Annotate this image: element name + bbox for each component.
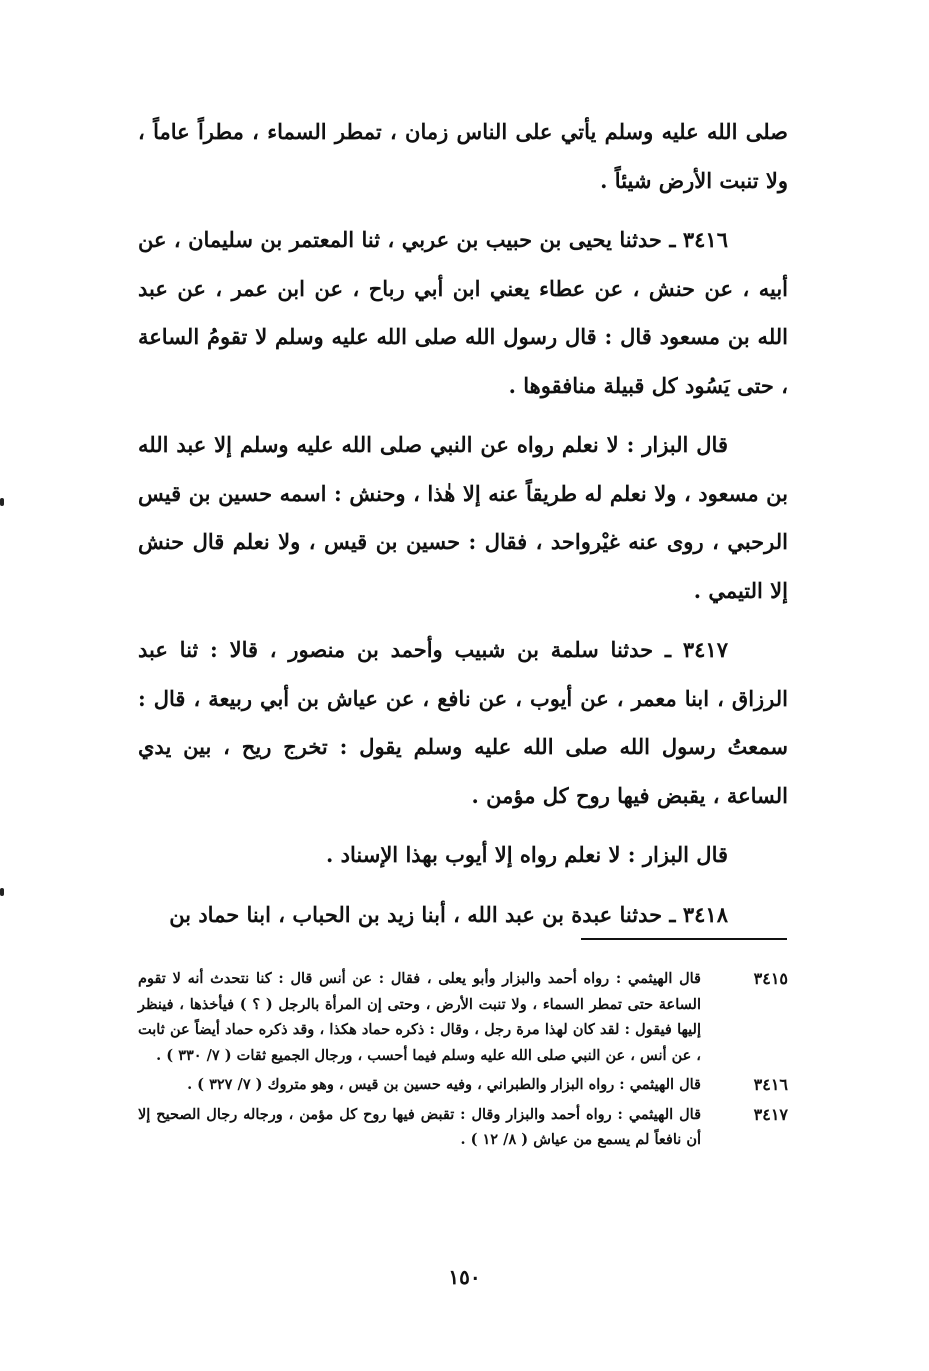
hadith-3418: ٣٤١٨ ـ حدثنا عبدة بن عبد الله ، أبنا زيد بن الحباب ، ابنا حماد بن bbox=[169, 901, 728, 927]
scan-mark bbox=[0, 498, 4, 506]
bazzar-comment-1: قال البزار : لا نعلم رواه عن النبي صلى الله عليه وسلم إلا عبد الله بن مسعود ، ولا نعلم له طريقاً عنه إلا هٰذا ، وحنش : اسمه حسين بن قيس الرحبي ، روى عنه غيْرواحد ، فقال : حسين بن قيس ، ولا نعلم قال حنش إلا التيمي . bbox=[138, 432, 788, 603]
footnote-3415 bbox=[138, 966, 788, 1068]
footnote-divider bbox=[581, 938, 787, 940]
main-text bbox=[138, 108, 788, 939]
page-number: ١٥٠ bbox=[448, 1265, 481, 1289]
footnote-number: ٣٤١٧ bbox=[753, 1104, 788, 1124]
footnote-3417 bbox=[138, 1102, 788, 1153]
footnote-3416 bbox=[138, 1072, 788, 1098]
bazzar-comment-2: قال البزار : لا نعلم رواه إلا أيوب بهذا الإسناد . bbox=[326, 842, 728, 867]
footnote-number: ٣٤١٥ bbox=[753, 969, 788, 988]
footnote-text: قال الهيثمي : رواه أحمد والبزار وأبو يعلى ، فقال : عن أنس قال : كنا نتحدث أنه لا تقوم الساعة حتى تمطر السماء ، ولا تنبت الأرض ، وحتى إن المرأة بالرجل ( ؟ ) فيأخذها ، فينظر إليها فيقول : لقد كان لهذا مرة رجل ، وقال : ذكره حماد هكذا ، وقد ذكره حماد أيضاً عن ثابت ، عن أنس ، عن النبي صلى الله عليه وسلم فيما أحسب ، ورجال الجميع ثقات ( ٧/ ٣٣٠ ) . bbox=[138, 970, 701, 1064]
footnote-text: قال الهيثمي : رواه أحمد والبزار وقال : تقبض فيها روح كل مؤمن ، ورجاله رجال الصحيح إلا أن نافعاً لم يسمع من عياش ( ٨/ ١٢ ) . bbox=[138, 1105, 701, 1148]
hadith-3417: ٣٤١٧ ـ حدثنا سلمة بن شبيب وأحمد بن منصور ، قالا : ثنا عبد الرزاق ، ابنا معمر ، عن أيوب ، عن نافع ، عن عياش بن أبي ربيعة ، قال : سمعتُ رسول الله صلى الله عليه وسلم يقول : تخرج ريح ، بين يدي الساعة ، يقبض فيها روح كل مؤمن . bbox=[138, 637, 788, 808]
footnotes bbox=[138, 966, 788, 1157]
paragraph-continuation: صلى الله عليه وسلم يأتي على الناس زمان ، تمطر السماء ، مطراً عاماً ، ولا تنبت الأرض شيئاً . bbox=[138, 119, 788, 193]
footnote-text: قال الهيثمي : رواه البزار والطبراني ، وفيه حسين بن قيس ، وهو متروك ( ٧/ ٣٢٧ ) . bbox=[187, 1076, 701, 1093]
footnote-number: ٣٤١٦ bbox=[753, 1075, 788, 1094]
hadith-3416: ٣٤١٦ ـ حدثنا يحيى بن حبيب بن عربي ، ثنا المعتمر بن سليمان ، عن أبيه ، عن حنش ، عن عطاء يعني ابن أبي رباح ، عن ابن عمر ، عن عبد الله بن مسعود قال : قال رسول الله صلى الله عليه وسلم لا تقومُ الساعة ، حتى يَسُود كل قبيلة منافقوها . bbox=[138, 227, 788, 398]
scan-mark bbox=[0, 888, 4, 896]
